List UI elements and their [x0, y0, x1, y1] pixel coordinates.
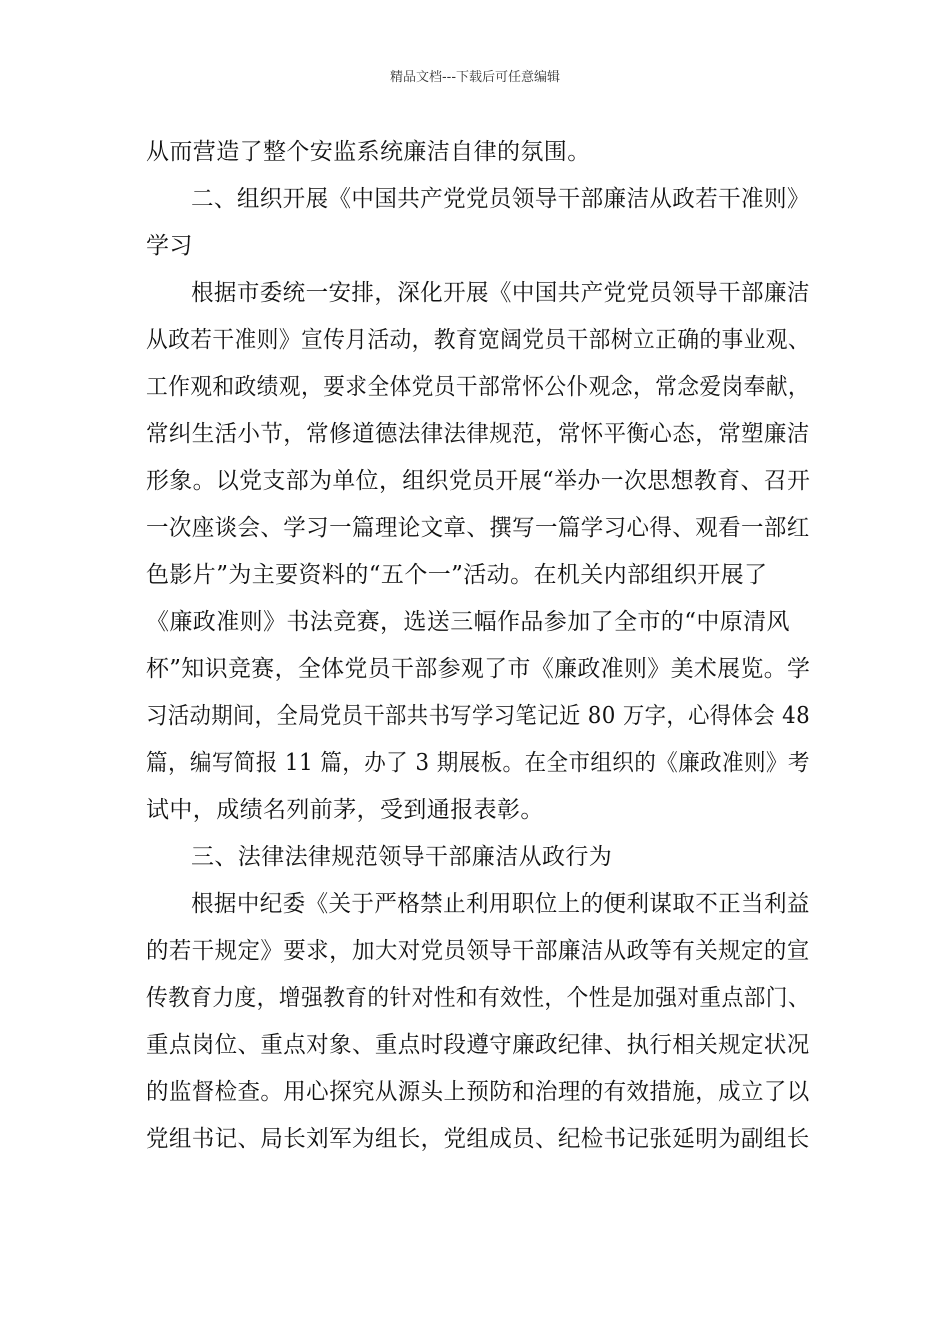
text-line: 篇，编写简报 11 篇，办了 3 期展板。在全市组织的《廉政准则》考 [146, 750, 810, 776]
text-line: 习活动期间，全局党员干部共书写学习笔记近 80 万字，心得体会 48 [146, 703, 811, 729]
text-line: 色影片”为主要资料的“五个一”活动。在机关内部组织开展了 [146, 562, 768, 588]
text-line: 的监督检查。用心探究从源头上预防和治理的有效措施，成立了以 [146, 1079, 810, 1105]
text-line: 党组书记、局长刘军为组长，党组成员、纪检书记张延明为副组长 [146, 1126, 810, 1152]
text-line: 从而营造了整个安监系统廉洁自律的氛围。 [146, 139, 591, 165]
text-line: 重点岗位、重点对象、重点时段遵守廉政纪律、执行相关规定状况 [146, 1032, 810, 1058]
text-line: 根据市委统一安排，深化开展《中国共产党党员领导干部廉洁 [191, 280, 810, 306]
text-line: 一次座谈会、学习一篇理论文章、撰写一篇学习心得、观看一部红 [146, 515, 810, 541]
page-header: 精品文档---下载后可任意编辑 [389, 70, 561, 85]
section-heading: 三、法律法律规范领导干部廉洁从政行为 [191, 844, 613, 870]
text-line: 传教育力度，增强教育的针对性和有效性，个性是加强对重点部门、 [146, 985, 811, 1011]
section-heading: 二、组织开展《中国共产党党员领导干部廉洁从政若干准则》 [191, 186, 810, 212]
text-line: 常纠生活小节，常修道德法律法律规范，常怀平衡心态，常塑廉洁 [146, 421, 810, 447]
text-line: 《廉政准则》书法竞赛，选送三幅作品参加了全市的“中原清风 [146, 609, 790, 635]
text-line: 杯”知识竞赛，全体党员干部参观了市《廉政准则》美术展览。学 [146, 656, 811, 682]
text-line: 的若干规定》要求，加大对党员领导干部廉洁从政等有关规定的宣 [146, 938, 810, 964]
text-line: 根据中纪委《关于严格禁止利用职位上的便利谋取不正当利益 [191, 891, 810, 917]
section-heading-continued: 学习 [146, 233, 193, 259]
text-line: 试中，成绩名列前茅，受到通报表彰。 [146, 797, 544, 823]
text-line: 形象。以党支部为单位，组织党员开展“举办一次思想教育、召开 [146, 468, 811, 494]
text-line: 工作观和政绩观，要求全体党员干部常怀公仆观念，常念爱岗奉献， [146, 374, 811, 400]
text-line: 从政若干准则》宣传月活动，教育宽阔党员干部树立正确的事业观、 [146, 327, 811, 353]
